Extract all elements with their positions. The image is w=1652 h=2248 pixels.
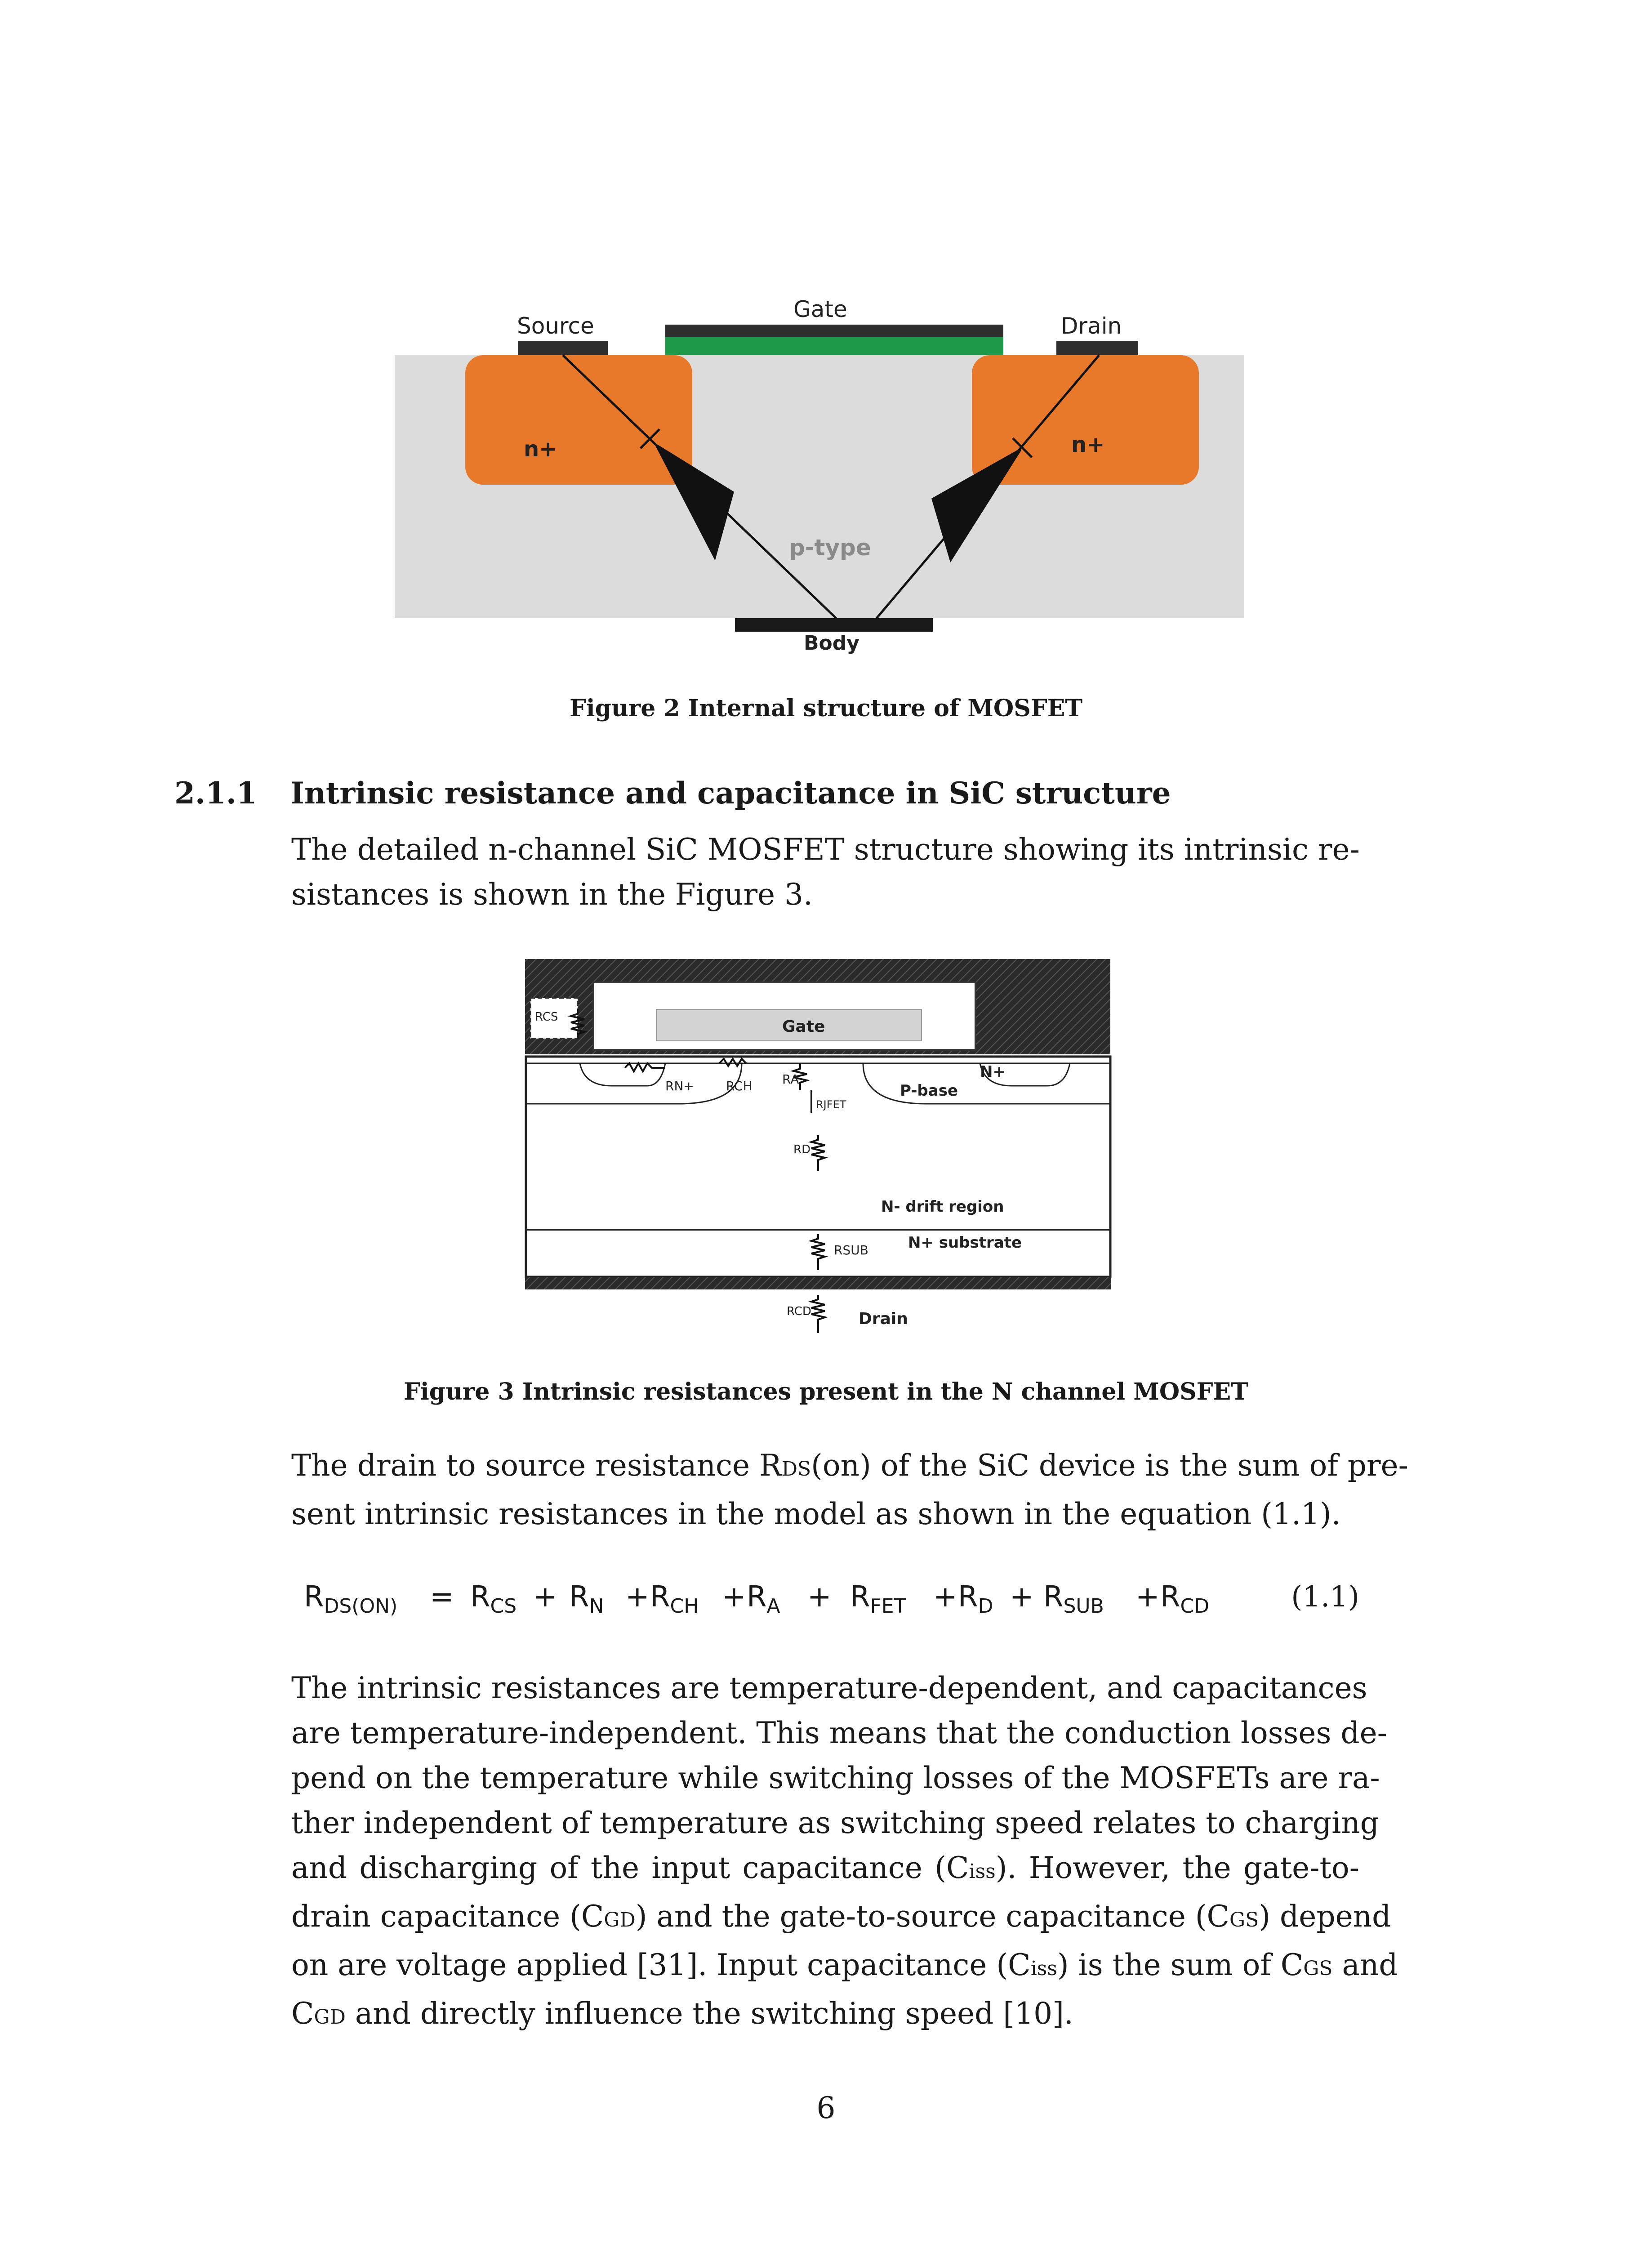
gate-label: Gate <box>793 296 847 322</box>
gate-oxide <box>665 337 1003 355</box>
eq-sub: DS(ON) <box>324 1595 398 1618</box>
eq-r: R <box>747 1580 767 1614</box>
eq-r: R <box>1160 1580 1180 1614</box>
eq-term-fet <box>850 1580 906 1618</box>
eq-r: R <box>569 1580 589 1614</box>
rd-label: RD <box>793 1143 811 1156</box>
eq-sub: A <box>766 1595 780 1618</box>
paragraph-3 <box>291 1666 1398 2040</box>
subscript: DS <box>781 1458 811 1481</box>
eq-term-a <box>747 1580 780 1618</box>
subscript: GS <box>1229 1909 1259 1931</box>
figure-3-caption: Figure 3 Intrinsic resistances present in the N channel MOSFET <box>404 1378 1248 1405</box>
eq-term-sub <box>1043 1580 1104 1618</box>
eq-plus: + <box>722 1580 746 1614</box>
paragraph-1 <box>291 827 1359 917</box>
subscript: iss <box>969 1860 996 1883</box>
paragraph-3-line-1: The intrinsic resistances are temperature-dependent, and capacitances <box>291 1671 1367 1705</box>
paragraph-3-line-7 <box>291 1943 1398 1991</box>
p-base-label: P-base <box>900 1082 958 1100</box>
paragraph-3-line-3: pend on the temperature while switching losses of the MOSFETs are ra- <box>291 1761 1380 1795</box>
paragraph-3-line-8 <box>291 1991 1359 2040</box>
text-run: ) is the sum of C <box>1057 1948 1304 1982</box>
page-number: 6 <box>816 2091 836 2125</box>
paragraph-2-line-2: sent intrinsic resistances in the model as shown in the equation (1.1). <box>291 1497 1341 1531</box>
paragraph-2 <box>291 1443 1408 1537</box>
rjfet-label: RJFET <box>816 1098 846 1111</box>
eq-r: R <box>470 1580 490 1614</box>
eq-sub: N <box>589 1595 604 1618</box>
equation-number: (1.1) <box>1291 1580 1359 1614</box>
figure-2-mosfet-structure <box>391 288 1259 683</box>
subscript: iss <box>1030 1957 1057 1980</box>
text-run: ). However, the gate-to- <box>995 1851 1360 1885</box>
figure-2-caption: Figure 2 Internal structure of MOSFET <box>569 695 1083 722</box>
paragraph-3-line-5 <box>291 1846 1359 1894</box>
section-heading <box>174 776 1171 811</box>
n-plus-label: N+ <box>980 1063 1006 1081</box>
drain-metal <box>525 1277 1111 1289</box>
eq-plus: + <box>533 1580 557 1614</box>
rsub-label: RSUB <box>834 1243 868 1258</box>
paragraph-3-line-6 <box>291 1894 1391 1943</box>
eq-sub: CD <box>1180 1595 1210 1618</box>
eq-term-cd <box>1160 1580 1209 1618</box>
eq-r: R <box>304 1580 324 1614</box>
text-run: and discharging of the input capacitance (C <box>291 1851 969 1885</box>
text-run: ) and the gate-to-source capacitance (C <box>635 1899 1229 1934</box>
drain-contact <box>1056 341 1138 355</box>
drain-label: Drain <box>859 1310 908 1328</box>
eq-sub: CH <box>670 1595 699 1618</box>
paragraph-3-line-4: ther independent of temperature as switching speed relates to charging <box>291 1806 1379 1840</box>
text-run: The drain to source resistance R <box>291 1448 782 1483</box>
rn-label: RN+ <box>665 1079 694 1093</box>
ra-label: RA <box>782 1072 799 1087</box>
paragraph-1-line-1: The detailed n-channel SiC MOSFET structure showing its intrinsic re- <box>291 832 1360 867</box>
eq-term-d <box>958 1580 993 1618</box>
p-type-label: p-type <box>789 535 871 561</box>
eq-plus: + <box>807 1580 832 1614</box>
text-run: on are voltage applied [31]. Input capacitance (C <box>291 1948 1031 1982</box>
equation-1-1 <box>304 1571 1359 1621</box>
source-contact <box>518 341 608 355</box>
section-title: Intrinsic resistance and capacitance in SiC structure <box>290 776 1171 811</box>
paragraph-1-line-2: sistances is shown in the Figure 3. <box>291 877 813 912</box>
eq-sub: CS <box>490 1595 517 1618</box>
eq-plus: + <box>1135 1580 1160 1614</box>
eq-term-cs <box>470 1580 517 1618</box>
eq-sub: D <box>978 1595 993 1618</box>
body-contact <box>735 618 933 632</box>
text-run: (on) of the SiC device is the sum of pre- <box>811 1448 1408 1483</box>
eq-term-n <box>569 1580 604 1618</box>
eq-r: R <box>650 1580 670 1614</box>
drain-label: Drain <box>1061 313 1122 339</box>
n-plus-right-label: n+ <box>1071 432 1105 457</box>
eq-r: R <box>1043 1580 1064 1614</box>
body-label: Body <box>804 632 859 655</box>
n-substrate-label: N+ substrate <box>908 1234 1022 1252</box>
paragraph-2-line-1 <box>291 1443 1408 1492</box>
text-run: C <box>291 1996 314 2031</box>
eq-plus: + <box>933 1580 957 1614</box>
text-run: drain capacitance (C <box>291 1899 604 1934</box>
n-drift-label: N- drift region <box>881 1198 1004 1216</box>
text-run: ) depend <box>1259 1899 1391 1934</box>
source-label: Source <box>517 313 594 339</box>
gate-label: Gate <box>782 1017 825 1036</box>
eq-plus: + <box>625 1580 650 1614</box>
eq-sub: SUB <box>1063 1595 1104 1618</box>
eq-sub: FET <box>870 1595 906 1618</box>
eq-term-ch <box>650 1580 699 1618</box>
text-run: and directly influence the switching speed [10]. <box>345 1996 1073 2031</box>
section-number: 2.1.1 <box>174 776 257 811</box>
rcs-label: RCS <box>535 1010 558 1024</box>
eq-r: R <box>850 1580 870 1614</box>
n-plus-left <box>465 355 692 485</box>
eq-r: R <box>958 1580 978 1614</box>
subscript: GS <box>1303 1957 1333 1980</box>
eq-lhs <box>304 1580 397 1618</box>
subscript: GD <box>604 1909 636 1931</box>
subscript: GD <box>314 2006 346 2029</box>
figure-3-intrinsic-resistances <box>521 955 1119 1351</box>
paragraph-3-line-2: are temperature-independent. This means that the conduction losses de- <box>291 1716 1387 1750</box>
rch-label: RCH <box>726 1079 753 1093</box>
n-plus-left-label: n+ <box>524 437 557 462</box>
eq-plus: + <box>1010 1580 1034 1614</box>
gate-metal <box>665 325 1003 337</box>
text-run: and <box>1332 1948 1398 1982</box>
rcd-label: RCD <box>787 1305 811 1318</box>
eq-equals: = <box>430 1580 454 1614</box>
